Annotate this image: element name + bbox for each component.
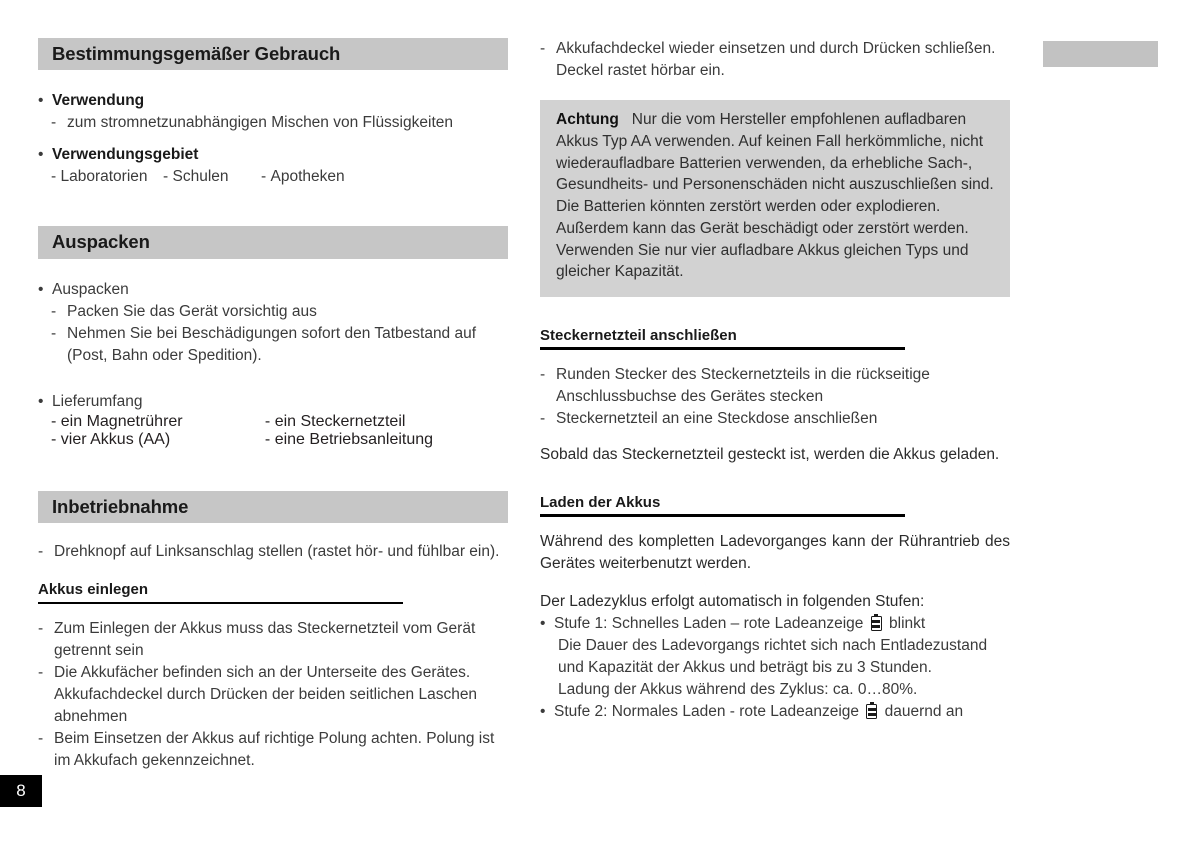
list-item bbox=[38, 144, 508, 166]
delivery-item-label: ein Magnetrührer bbox=[60, 412, 183, 430]
delivery-item-label: eine Betriebsanleitung bbox=[274, 430, 434, 448]
commissioning-step: Drehknopf auf Linksanschlag stellen (rastet hör- und fühlbar ein). bbox=[54, 543, 500, 561]
list-item bbox=[540, 38, 1010, 82]
delivery-scope-title: Lieferumfang bbox=[52, 392, 143, 410]
corner-tab-marker bbox=[1043, 41, 1158, 67]
stage-2-text-before: Stufe 2: Normales Laden - rote Ladeanzeige bbox=[554, 702, 860, 720]
charging-stage-1 bbox=[554, 613, 1010, 635]
list-item bbox=[544, 635, 1010, 679]
section-heading-commissioning: Inbetriebnahme bbox=[38, 491, 508, 523]
subsection-heading-insert-batteries: Akkus einlegen bbox=[38, 581, 149, 599]
delivery-item-label: vier Akkus (AA) bbox=[60, 430, 171, 448]
subsection-heading-connect-psu: Steckernetzteil anschließen bbox=[540, 327, 737, 345]
charging-paragraph-2: Der Ladezyklus erfolgt automatisch in folgenden Stufen: bbox=[540, 592, 925, 610]
page-number: 8 bbox=[0, 775, 42, 807]
list-item bbox=[38, 541, 508, 563]
application-area-list bbox=[51, 166, 508, 188]
list-item bbox=[38, 728, 508, 772]
dash-marker: - bbox=[51, 168, 57, 186]
delivery-item-label: ein Steckernetzteil bbox=[274, 412, 406, 430]
application-area-title: Verwendungsgebiet bbox=[52, 146, 199, 164]
bullet-marker: • bbox=[540, 702, 546, 720]
dash-marker: - bbox=[51, 114, 57, 132]
list-item bbox=[38, 662, 508, 728]
delivery-item bbox=[265, 431, 508, 449]
delivery-item bbox=[51, 413, 265, 431]
dash-marker: - bbox=[540, 40, 546, 57]
list-item bbox=[540, 701, 1010, 723]
application-area-label: Apotheken bbox=[270, 168, 345, 186]
notice-box-attention bbox=[540, 100, 1010, 297]
stage-1-text-after: blinkt bbox=[889, 614, 926, 632]
list-item bbox=[51, 112, 508, 134]
list-item bbox=[38, 279, 508, 301]
left-column bbox=[38, 38, 508, 772]
list-item bbox=[544, 679, 1010, 701]
stage-1-extra-line: Die Dauer des Ladevorgangs richtet sich nach Entladezustand und Kapazität der Akkus und beträgt bis zu 3 Stunden. bbox=[558, 636, 988, 676]
subsection-heading-charging: Laden der Akkus bbox=[540, 493, 661, 511]
section-heading-unpacking: Auspacken bbox=[38, 226, 508, 258]
insert-battery-step: Zum Einlegen der Akkus muss das Steckernetzteil vom Gerät getrennt sein bbox=[54, 620, 476, 660]
battery-icon bbox=[871, 614, 882, 631]
charging-paragraph-1: Während des kompletten Ladevorganges kann der Rührantrieb des Gerätes weiterbenutzt werden. bbox=[540, 532, 1010, 572]
list-item bbox=[51, 323, 508, 367]
insert-battery-step: Beim Einsetzen der Akkus auf richtige Polung achten. Polung ist im Akkufach gekennzeichnet. bbox=[54, 730, 495, 770]
dash-marker: - bbox=[264, 430, 271, 448]
list-item bbox=[540, 364, 1010, 408]
list-item bbox=[38, 90, 508, 112]
continued-step: Akkufachdeckel wieder einsetzen und durch Drücken schließen. Deckel rastet hörbar ein. bbox=[556, 40, 996, 79]
right-column bbox=[540, 38, 1010, 723]
application-area-label: Schulen bbox=[172, 168, 229, 186]
unpacking-detail: Nehmen Sie bei Beschädigungen sofort den Tatbestand auf (Post, Bahn oder Spedition). bbox=[67, 324, 477, 364]
dash-marker: - bbox=[540, 365, 546, 383]
delivery-item bbox=[51, 431, 265, 449]
insert-battery-step: Die Akkufächer befinden sich an der Unterseite des Gerätes. Akkufachdeckel durch Drücken der beiden seitlichen Laschen abnehmen bbox=[54, 664, 478, 726]
dash-marker: - bbox=[264, 412, 271, 430]
bullet-marker: • bbox=[38, 92, 44, 110]
dash-marker: - bbox=[38, 664, 44, 682]
dash-marker: - bbox=[540, 409, 546, 427]
notice-paragraph-2: Verwenden Sie nur vier aufladbare Akkus gleichen Typs und gleicher Kapazität. bbox=[556, 241, 969, 281]
dash-marker: - bbox=[51, 412, 57, 430]
list-item bbox=[540, 613, 1010, 635]
charging-stage-2 bbox=[554, 701, 1010, 723]
application-area-item bbox=[51, 166, 163, 188]
delivery-scope-row bbox=[51, 431, 508, 449]
connect-psu-paragraph: Sobald das Steckernetzteil gesteckt ist, werden die Akkus geladen. bbox=[540, 445, 1000, 463]
list-item bbox=[51, 301, 508, 323]
dash-marker: - bbox=[163, 168, 169, 186]
dash-marker: - bbox=[38, 730, 44, 748]
list-item bbox=[540, 408, 1010, 430]
bullet-marker: • bbox=[38, 392, 44, 410]
dash-marker: - bbox=[38, 543, 44, 561]
dash-marker: - bbox=[51, 324, 57, 342]
application-area-label: Laboratorien bbox=[60, 168, 148, 186]
bullet-marker: • bbox=[38, 146, 44, 164]
use-detail: zum stromnetzunabhängigen Mischen von Flüssigkeiten bbox=[67, 114, 453, 132]
stage-2-text-after: dauernd an bbox=[884, 702, 964, 720]
list-item bbox=[38, 618, 508, 662]
delivery-item bbox=[265, 413, 508, 431]
stage-1-extra-line: Ladung der Akkus während des Zyklus: ca. 0…80%. bbox=[558, 680, 918, 698]
bullet-marker: • bbox=[540, 614, 546, 632]
application-area-item bbox=[261, 166, 345, 188]
notice-paragraph-1: Nur die vom Hersteller empfohlenen aufladbaren Akkus Typ AA verwenden. Auf keinen Fall herkömmliche, nicht wiederaufladbare Batterien verwenden, da erhebliche Sach-, Gesundheits- und Personenschäden nicht auszuschließen sind. Die Batterien könnten zerstört werden oder explodieren. Außerdem kann das Gerät beschädigt oder zerstört werden. bbox=[556, 111, 994, 237]
dash-marker: - bbox=[261, 168, 267, 186]
stage-1-text-before: Stufe 1: Schnelles Laden – rote Ladeanzeige bbox=[554, 614, 864, 632]
unpacking-title: Auspacken bbox=[52, 280, 129, 298]
dash-marker: - bbox=[51, 302, 57, 320]
notice-label: Achtung bbox=[556, 111, 619, 128]
section-heading-intended-use: Bestimmungsgemäßer Gebrauch bbox=[38, 38, 508, 70]
dash-marker: - bbox=[51, 430, 57, 448]
use-title: Verwendung bbox=[52, 92, 145, 110]
list-item bbox=[38, 391, 508, 413]
connect-psu-step: Runden Stecker des Steckernetzteils in die rückseitige Anschlussbuchse des Gerätes stecken bbox=[556, 365, 930, 405]
connect-psu-step: Steckernetzteil an eine Steckdose anschließen bbox=[556, 409, 878, 427]
application-area-item bbox=[163, 166, 261, 188]
unpacking-detail: Packen Sie das Gerät vorsichtig aus bbox=[67, 302, 317, 320]
battery-icon bbox=[866, 702, 877, 719]
bullet-marker: • bbox=[38, 280, 44, 298]
delivery-scope-row bbox=[51, 413, 508, 431]
dash-marker: - bbox=[38, 620, 44, 638]
